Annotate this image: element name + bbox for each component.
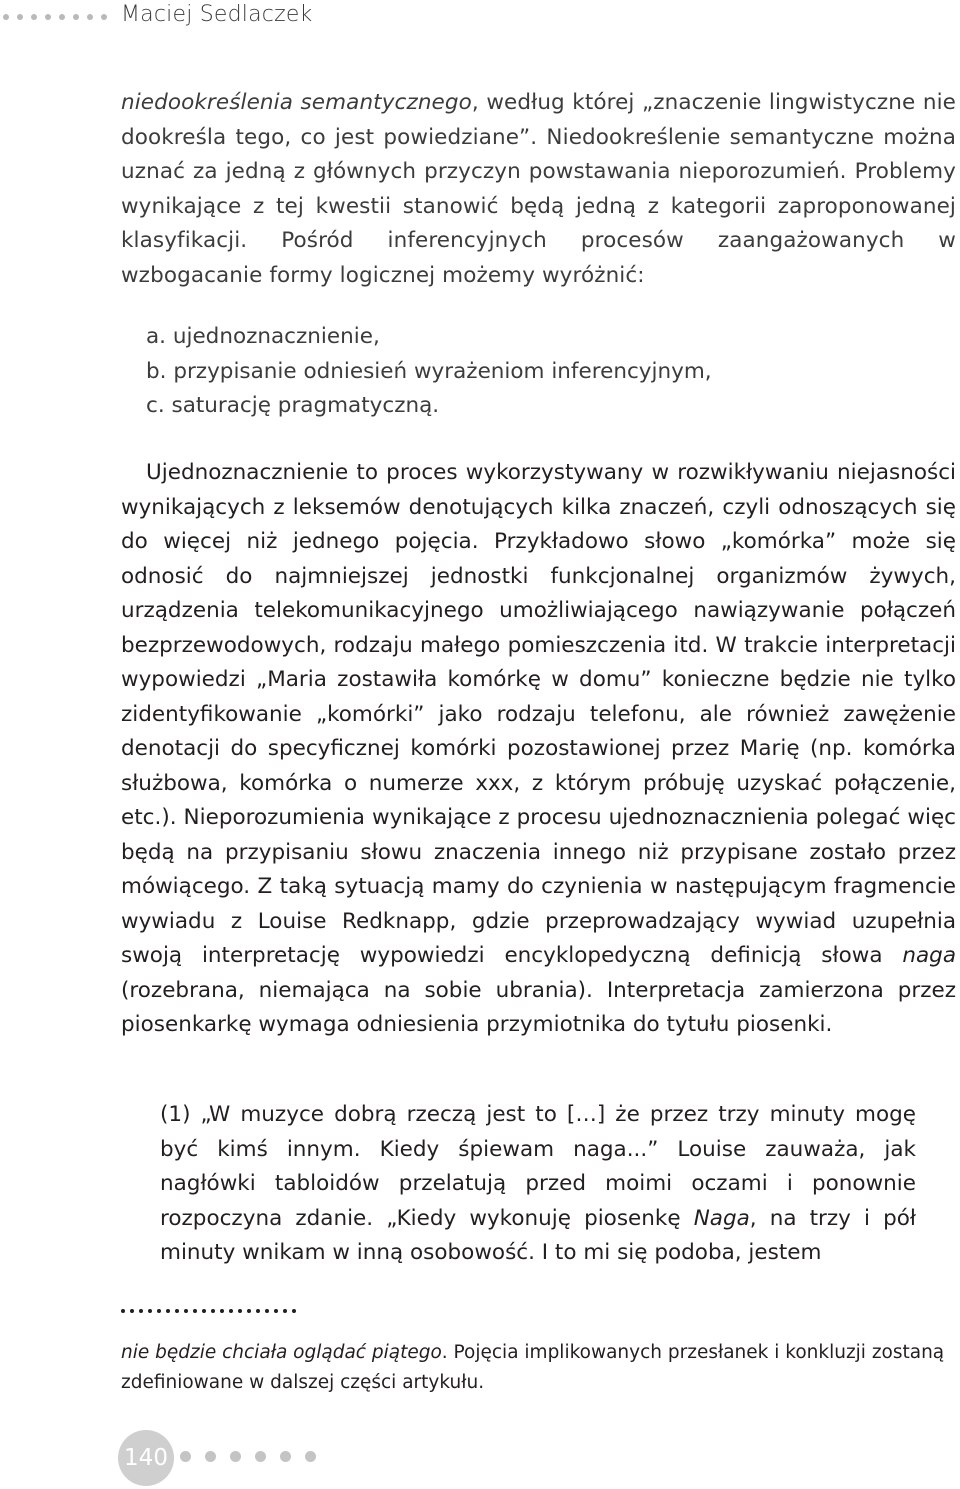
paragraph-text: Ujednoznacznienie to proces wykorzystywany w rozwikływaniu niejasności wynikających z leksemów denotujących kilka znaczeń, czyli odnoszących się do więcej niż jednego pojęcia. Przykładowo słowo „komórka” może się odnosić do najmniejszej jednostki funkcjonalnej organizmów żywych, urządzenia telekomunikacyjnego umożliwiającego nawiązywanie połączeń bezprzewodowych, rodzaju małego pomieszczenia itd. W trakcie interpretacji wypowiedzi „Maria zostawiła komórkę w domu” konieczne będzie nie tylko zidentyfikowanie „komórki” jako rodzaju telefonu, ale również zawężenie denotacji do specyficznej komórki pozostawionej przez Marię (np. komórka służbowa, komórka o numerze xxx, z którym próbuję uzyskać połączenie, etc.). Nieporozumienia wynikające z procesu ujednoznacznienia polegać więc będą na przypisaniu słowu znaczenia innego niż przypisane zostało przez mówiącego. Z taką sytuacją mamy do czynienia w następującym fragmencie wywiadu z Louise Redknapp, gdzie przeprowadzający wywiad uzupełnia swoją interpretację wypowiedzi encyklopedyczną definicją słowa (121, 460, 956, 968)
paragraph-text: , według której „znaczenie lingwistyczne nie dookreśla tego, co jest powiedziane”. Niedookreślenie semantyczne można uznać za jedną z głównych przyczyn powstawania nieporozumień. Problemy wynikające z tej kwestii stanowić będą jedną z kategorii zaproponowanej klasyfikacji. Pośród inferencyjnych procesów zaangażowanych w wzbogacanie formy logicznej możemy wyróżnić: (121, 90, 956, 288)
quote-text: (1) „W muzyce dobrą rzeczą jest to […] że przez trzy minuty mogę być kimś innym. Kiedy śpiewam naga...” Louise zauważa, jak nagłówki tabloidów przelatują przed moimi oczami i ponownie rozpoczyna zdanie. „Kiedy wykonuję piosenkę (160, 1102, 916, 1231)
footnote (121, 1338, 959, 1398)
paragraph-intro (121, 86, 956, 293)
list-item: c. saturację pragmatyczną. (146, 393, 440, 418)
list-item: b. przypisanie odniesień wyrażeniom inferencyjnym, (146, 358, 712, 384)
paragraph-disambiguation (121, 456, 956, 1043)
process-list (146, 320, 712, 424)
running-header (0, 0, 960, 40)
footnote-text: . Pojęcia implikowanych przesłanek i konkluzji zostaną zdefiniowane w dalszej części artykułu. (121, 1342, 945, 1393)
italic-term: niedookreślenia semantycznego (121, 90, 472, 115)
list-item: a. ujednoznacznienie, (146, 324, 380, 349)
italic-term: naga (902, 943, 956, 968)
author-name: Maciej Sedlaczek (121, 2, 313, 27)
italic-title: Naga (693, 1205, 750, 1231)
example-quote (160, 1098, 916, 1271)
quote-text: , na trzy i pół minuty wnikam w inną osobowość. I to mi się podoba, jestem (160, 1205, 916, 1265)
paragraph-text: (rozebrana, niemająca na sobie ubrania). Interpretacja zamierzona przez piosenkarkę wymaga odniesienia przymiotnika do tytułu piosenki. (121, 977, 956, 1037)
italic-phrase: nie będzie chciała oglądać piątego (121, 1342, 442, 1363)
page-number: 140 (118, 1430, 174, 1486)
